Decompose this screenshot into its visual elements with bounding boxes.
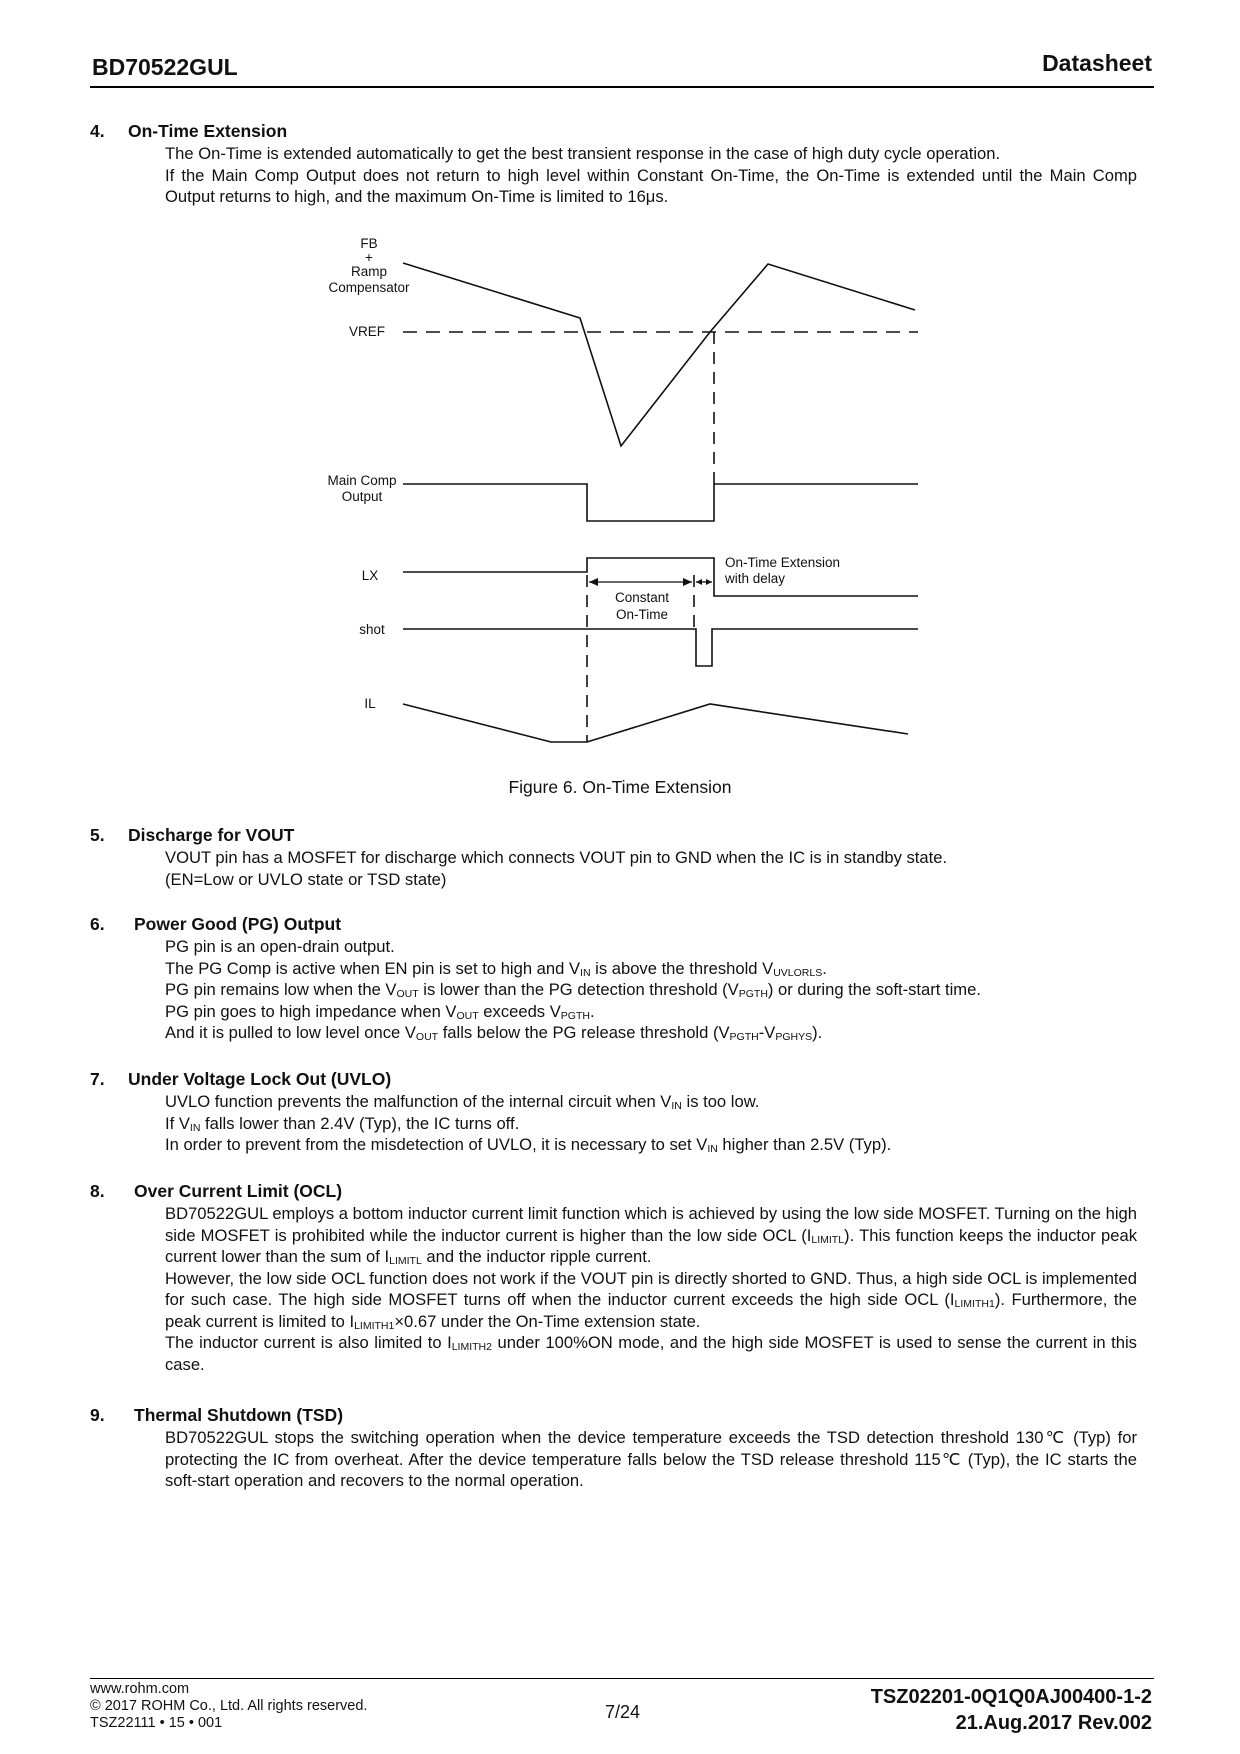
section-7-body (165, 1091, 1137, 1156)
paragraph: BD70522GUL stops the switching operation when the device temperature exceeds the TSD detection threshold 130℃ (Typ) for protecting the IC from overheat. After the device temperature falls below the TSD release threshold 115℃ (Typ), the IC starts the soft-start operation and recovers to the normal operation. (165, 1428, 1137, 1490)
paragraph: The PG Comp is active when EN pin is set to high and $V_{IN}$ is above the threshold $V_{UVLORLS}$. (165, 958, 827, 979)
fb-label-line4: Compensator (328, 280, 410, 295)
vref-label: VREF (348, 324, 386, 339)
section-title: Thermal Shutdown (TSD) (134, 1405, 344, 1425)
paragraph: The On-Time is extended automatically to get the best transient response in the case of high duty cycle operation. (165, 144, 1001, 163)
paragraph: If $V_{IN}$ falls lower than 2.4V (Typ), the IC turns off. (165, 1113, 520, 1134)
shot-label: shot (359, 622, 385, 637)
fb-label-line2: + (365, 250, 373, 265)
section-number: 7. (90, 1069, 105, 1089)
extension-label-line1: On-Time Extension (725, 555, 841, 570)
section-9-body (165, 1427, 1137, 1492)
footer-right (871, 1684, 1152, 1736)
il-label: IL (364, 696, 376, 711)
fb-label-line1: FB (360, 236, 378, 251)
section-5-body (165, 847, 1137, 890)
page-number: 7/24 (605, 1702, 641, 1722)
paragraph: (EN=Low or UVLO state or TSD state) (165, 869, 447, 889)
paragraph: If the Main Comp Output does not return to high level within Constant On-Time, the On-Time is extended until the Main Comp Output returns to high, and the maximum On-Time is limited to 16μs. (165, 165, 1137, 206)
fb-label-line3: Ramp (350, 264, 388, 279)
footer-rule (90, 1678, 1154, 1679)
paragraph: VOUT pin has a MOSFET for discharge which connects VOUT pin to GND when the IC is in standby state. (165, 848, 948, 867)
section-number: 8. (90, 1181, 105, 1201)
section-4-heading (90, 121, 288, 142)
section-7-heading (90, 1069, 392, 1090)
paragraph: And it is pulled to low level once $V_{OUT}$ falls below the PG release threshold $(V_{PGTH}-V_{PGHYS})$. (165, 1023, 823, 1043)
lx-label: LX (361, 568, 379, 583)
section-8-body (165, 1203, 1137, 1375)
doc-id: TSZ02201-0Q1Q0AJ00400-1-2 (870, 1686, 1152, 1708)
main-comp-label-line2: Output (341, 489, 383, 504)
section-title: Discharge for VOUT (128, 825, 295, 845)
section-number: 9. (90, 1405, 105, 1425)
header-rule (90, 86, 1154, 88)
section-8-heading (90, 1181, 343, 1202)
paragraph: PG pin goes to high impedance when $V_{OUT}$ exceeds $V_{PGTH}$. (165, 1001, 595, 1022)
main-comp-label-line1: Main Comp (327, 473, 397, 488)
section-title: On-Time Extension (128, 121, 288, 141)
extension-label-line2: with delay (725, 571, 786, 586)
section-title: Power Good (PG) Output (134, 914, 342, 934)
part-number: BD70522GUL (92, 54, 238, 80)
paragraph: In order to prevent from the misdetection of UVLO, it is necessary to set $V_{IN}$ higher than 2.5V (Typ). (165, 1135, 892, 1155)
section-6-heading (90, 914, 342, 935)
constant-on-time-label-line1: Constant (614, 590, 670, 605)
section-number: 4. (90, 121, 105, 141)
il-waveform (403, 704, 908, 742)
paragraph: PG pin remains low when the $V_{OUT}$ is lower than the PG detection threshold $(V_{PGTH})$ or during the soft-start time. (165, 980, 981, 1000)
paragraph: However, the low side OCL function does not work if the VOUT pin is directly shorted to GND. Thus, a high side OCL is implemented for such case. The high side MOSFET turns off when the inductor current exceeds the high side OCL $(I_{LIMITH1})$. Furthermore, the peak current is limited to $I_{LIMITH1}\times 0.67$ under the On-Time extension state. (165, 1268, 1137, 1332)
figure-caption: Figure 6. On-Time Extension (508, 777, 732, 797)
footer-url[interactable]: www.rohm.com (90, 1681, 190, 1697)
on-time-extension-diagram (0, 230, 1240, 770)
main-comp-waveform (403, 484, 918, 521)
paragraph: PG pin is an open-drain output. (165, 937, 395, 956)
paragraph: The inductor current is also limited to $I_{LIMITH2}$ under 100%ON mode, and the high side MOSFET is used to sense the current in this case. (165, 1333, 1137, 1374)
section-number: 5. (90, 825, 105, 845)
section-title: Over Current Limit (OCL) (134, 1181, 343, 1201)
footer-code: TSZ22111 • 15 • 001 (90, 1715, 223, 1731)
paragraph: BD70522GUL employs a bottom inductor current limit function which is achieved by using the low side MOSFET. Turning on the high side MOSFET is prohibited while the inductor current is higher than the low side OCL $(I_{LIMITL})$. This function keeps the inductor peak current lower than the sum of $I_{LIMITL}$ and the inductor ripple current. (165, 1204, 1137, 1267)
footer-copyright: © 2017 ROHM Co., Ltd. All rights reserved. (90, 1698, 368, 1714)
constant-on-time-label-line2: On-Time (615, 607, 669, 622)
fb-ramp-waveform (403, 263, 915, 446)
section-number: 6. (90, 914, 105, 934)
section-6-body (165, 936, 1137, 1044)
doc-type: Datasheet (1042, 50, 1152, 76)
paragraph: UVLO function prevents the malfunction of the internal circuit when $V_{IN}$ is too low. (165, 1092, 760, 1112)
date-revision: 21.Aug.2017 Rev.002 (955, 1712, 1152, 1734)
section-5-heading (90, 825, 295, 846)
footer-left (90, 1681, 367, 1732)
shot-waveform (403, 629, 918, 666)
section-title: Under Voltage Lock Out (UVLO) (128, 1069, 392, 1089)
section-4-body (165, 143, 1137, 208)
section-9-heading (90, 1405, 344, 1426)
